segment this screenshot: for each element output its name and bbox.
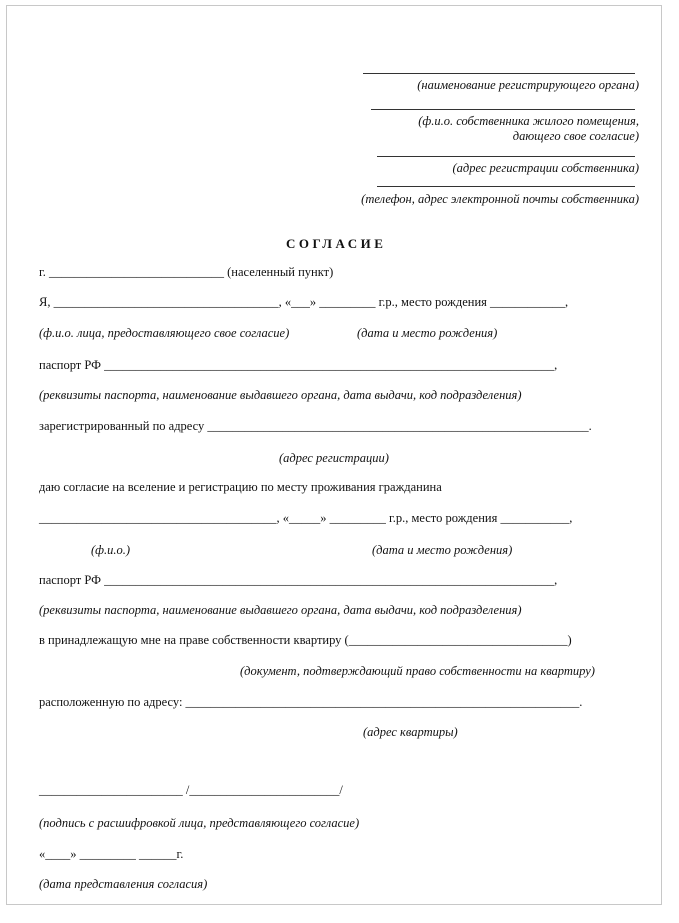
document-title: СОГЛАСИЕ: [286, 236, 387, 251]
passport-caption-2: (реквизиты паспорта, наименование выдавшего органа, дата выдачи, код подразделения): [39, 603, 522, 617]
organ-line: [363, 73, 635, 74]
organ-caption: (наименование регистрирующего органа): [417, 78, 639, 92]
consent-line: даю согласие на вселение и регистрацию по месту проживания гражданина: [39, 480, 442, 494]
located-line: расположенную по адресу: _______________________________________________________________.: [39, 695, 583, 709]
city-line: г. ____________________________ (населенный пункт): [39, 265, 334, 279]
owner-caption-2: дающего свое согласие): [512, 129, 639, 143]
ya-line: Я, ____________________________________, «___» _________ г.р., место рождения ____________,: [39, 295, 569, 309]
owner-line: [371, 109, 635, 110]
registered-line: зарегистрированный по адресу _____________________________________________________________.: [39, 419, 592, 433]
signature-caption: (подпись с расшифровкой лица, представляющего согласие): [39, 816, 360, 830]
passport-line-1: паспорт РФ ________________________________________________________________________,: [39, 358, 558, 372]
date-caption: (дата представления согласия): [39, 877, 208, 891]
owner-contacts-line: [377, 186, 635, 187]
apartment-caption: (документ, подтверждающий право собственности на квартиру): [240, 664, 595, 678]
consent-form-page: [6, 5, 662, 905]
citizen-caption-date: (дата и место рождения): [372, 543, 513, 557]
signature-line: _______________________ /________________________/: [39, 783, 343, 797]
passport-line-2: паспорт РФ ________________________________________________________________________,: [39, 573, 558, 587]
owner-address-line: [377, 156, 635, 157]
apartment-line: в принадлежащую мне на праве собственности квартиру (___________________________________): [39, 633, 572, 647]
ya-caption-name: (ф.и.о. лица, предоставляющего свое согласие): [39, 326, 290, 340]
owner-contacts-caption: (телефон, адрес электронной почты собственника): [361, 192, 639, 206]
registered-caption: (адрес регистрации): [279, 451, 389, 465]
owner-caption-1: (ф.и.о. собственника жилого помещения,: [418, 114, 639, 128]
passport-caption-1: (реквизиты паспорта, наименование выдавшего органа, дата выдачи, код подразделения): [39, 388, 522, 402]
date-line: «____» _________ ______г.: [39, 847, 184, 861]
citizen-caption-name: (ф.и.о.): [91, 543, 131, 557]
citizen-line: ______________________________________, «_____» _________ г.р., место рождения ___________,: [39, 511, 573, 525]
ya-caption-date: (дата и место рождения): [357, 326, 498, 340]
located-caption: (адрес квартиры): [363, 725, 458, 739]
owner-address-caption: (адрес регистрации собственника): [452, 161, 639, 175]
